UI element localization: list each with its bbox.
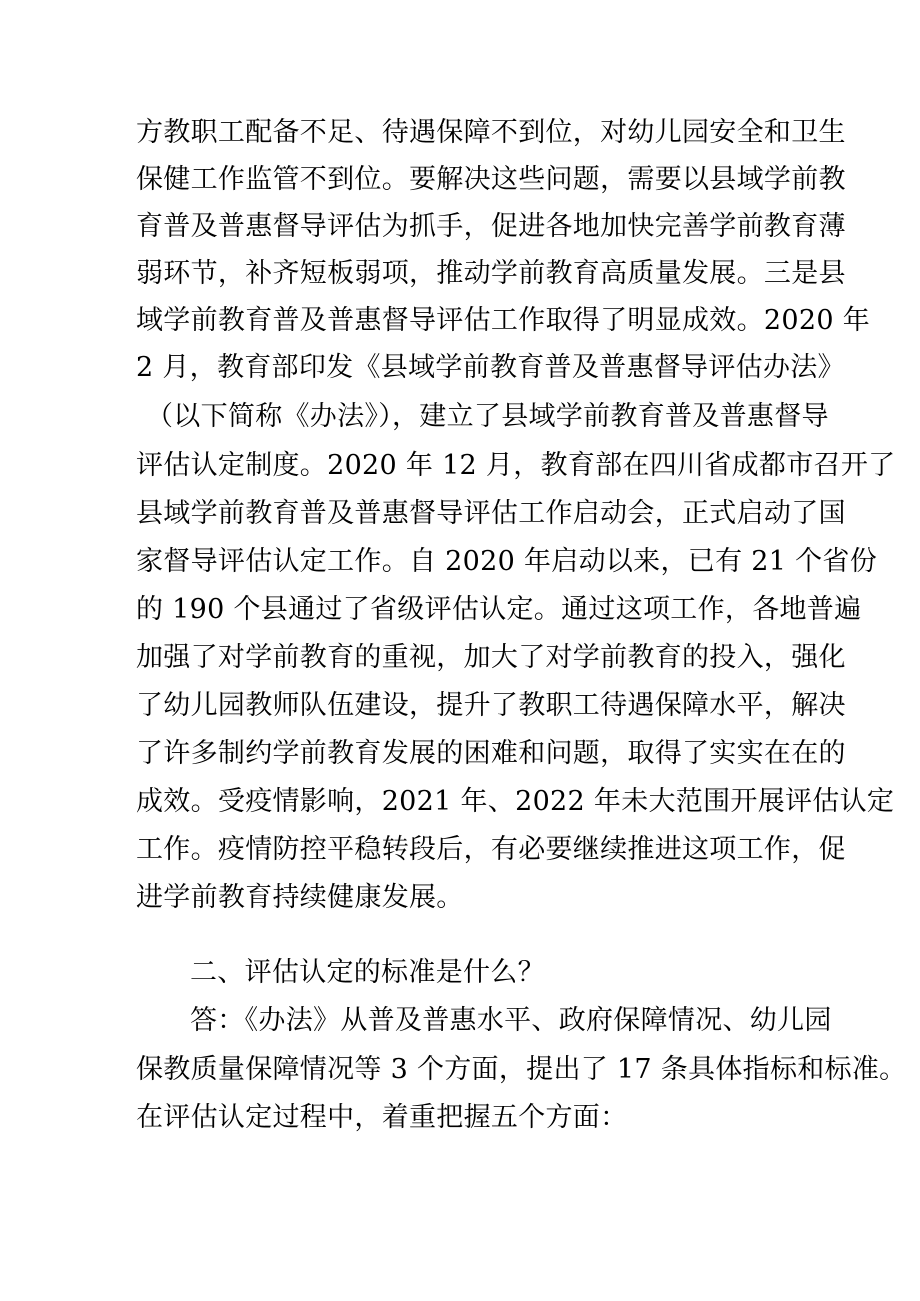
text-line: 了许多制约学前教育发展的困难和问题，取得了实实在在的 bbox=[136, 738, 846, 769]
section-heading: 二、评估认定的标准是什么？ bbox=[190, 957, 545, 988]
text-line: 2 月，教育部印发《县域学前教育普及普惠督导评估办法》 bbox=[136, 352, 845, 383]
text-line: 方教职工配备不足、待遇保障不到位，对幼儿园安全和卫生 bbox=[136, 117, 846, 148]
text-line: 在评估认定过程中，着重把握五个方面： bbox=[136, 1102, 628, 1133]
text-line: 评估认定制度。2020 年 12 月，教育部在四川省成都市召开了 bbox=[136, 450, 896, 481]
text-line: 了幼儿园教师队伍建设，提升了教职工待遇保障水平，解决 bbox=[136, 690, 846, 721]
text-line: 成效。受疫情影响，2021 年、2022 年未大范围开展评估认定 bbox=[136, 786, 895, 817]
text-line: 进学前教育持续健康发展。 bbox=[136, 882, 464, 913]
text-line: 保健工作监管不到位。要解决这些问题，需要以县域学前教 bbox=[136, 164, 846, 195]
text-line: 弱环节，补齐短板弱项，推动学前教育高质量发展。三是县 bbox=[136, 258, 846, 289]
text-line: 家督导评估认定工作。自 2020 年启动以来，已有 21 个省份 bbox=[136, 546, 877, 577]
text-line: 县域学前教育普及普惠督导评估工作启动会，正式启动了国 bbox=[136, 498, 846, 529]
text-line: 加强了对学前教育的重视，加大了对学前教育的投入，强化 bbox=[136, 642, 846, 673]
text-line: 育普及普惠督导评估为抓手，促进各地加快完善学前教育薄 bbox=[136, 211, 846, 242]
text-line: 的 190 个县通过了省级评估认定。通过这项工作，各地普遍 bbox=[136, 594, 862, 625]
text-line: 工作。疫情防控平稳转段后，有必要继续推进这项工作，促 bbox=[136, 834, 846, 865]
text-line: 答：《办法》从普及普惠水平、政府保障情况、幼儿园 bbox=[190, 1005, 832, 1036]
text-line: 域学前教育普及普惠督导评估工作取得了明显成效。2020 年 bbox=[136, 305, 870, 336]
text-line: 保教质量保障情况等 3 个方面，提出了 17 条具体指标和标准。 bbox=[136, 1054, 907, 1085]
text-line: （以下简称《办法》），建立了县域学前教育普及普惠督导 bbox=[146, 401, 829, 432]
